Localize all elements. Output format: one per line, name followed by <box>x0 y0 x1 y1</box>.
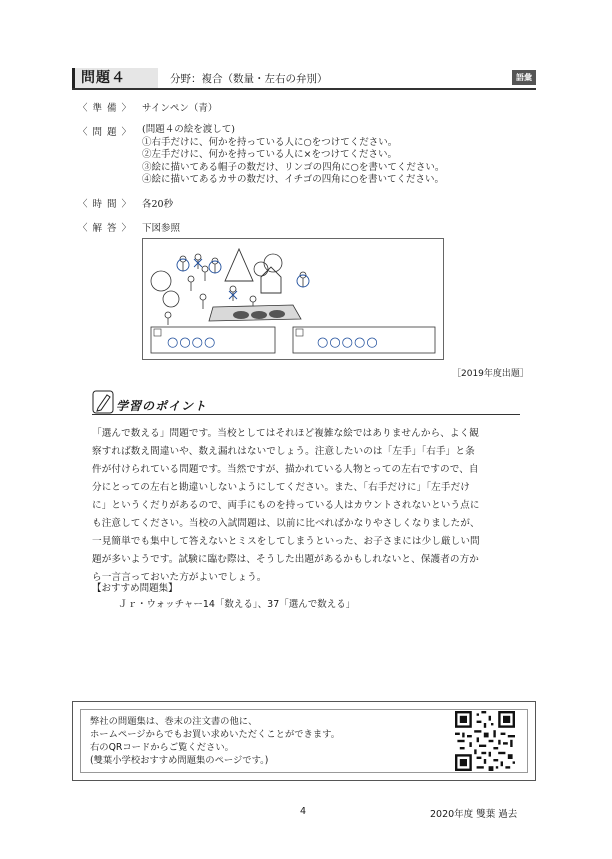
footer-line: (雙葉小学校おすすめ問題集のページです。) <box>90 755 269 766</box>
time-label: 〈 時 間 〉 <box>78 199 133 210</box>
problem-line: ③絵に描いてある帽子の数だけ、リンゴの四角に○を書いてください。 <box>142 161 445 173</box>
time-value: 各20秒 <box>142 199 174 210</box>
answer-value: 下図参照 <box>142 223 181 234</box>
learning-line: 一見簡単でも集中して答えないとミスをしてしまうといった、お子さまには少し厳しい問 <box>92 536 480 547</box>
prep-value: サインペン（青） <box>142 103 218 114</box>
recommended-heading: 【おすすめ問題集】 <box>92 583 178 594</box>
page-source: 2020年度 雙葉 過去 <box>430 809 518 820</box>
problem-line: (問題４の絵を渡して) <box>142 124 235 135</box>
footer-line: ホームページからでもお買い求めいただくことができます。 <box>90 729 340 740</box>
header-rule <box>72 88 536 90</box>
learning-line: 題が多いようです。試験に臨む際は、そうした出題があるかもしれないと、保護者の方か <box>92 554 479 565</box>
problem-title: 問題４ <box>72 68 158 89</box>
learning-line: ら一言言っておいた方がよいでしょう。 <box>92 572 267 583</box>
learning-point-rule <box>92 414 520 415</box>
answer-label: 〈 解 答 〉 <box>78 223 133 234</box>
problem-line: ②左手だけに、何かを持っている人に×をつけてください。 <box>142 149 397 160</box>
answer-marks-left: ○○○○ <box>167 335 217 350</box>
learning-line: 察すれば数え間違いや、数え漏れはないでしょう。注意したいのは「左手」「右手」と条 <box>92 446 475 457</box>
answer-marks-right: ○○○○○ <box>317 335 379 350</box>
learning-line: も注意してください。当校の入試問題は、以前に比べればかなりやさしくなりましたが、 <box>92 518 480 529</box>
qr-code-icon[interactable] <box>455 711 515 771</box>
learning-line: 分にとっての左右と勘違いしないようにしてください。また、「右手だけに」「左手だけ <box>92 482 470 493</box>
category-badge: 語彙 <box>512 70 536 85</box>
prep-label: 〈 準 備 〉 <box>78 103 133 114</box>
page-number: 4 <box>300 806 307 817</box>
year-tag: ［2019年度出題］ <box>452 369 529 379</box>
learning-line: に」というくだりがあるので、両手にものを持っている人はカウントされないという点に <box>92 500 480 511</box>
problem-label: 〈 問 題 〉 <box>78 127 133 138</box>
problem-line: ④絵に描いてあるカサの数だけ、イチゴの四角に○を書いてください。 <box>142 174 445 185</box>
answer-illustration <box>142 238 444 360</box>
problem-line: ①右手だけに、何かを持っている人に○をつけてください。 <box>142 136 398 148</box>
problem-field: 分野：複合（数量・左右の弁別） <box>170 73 328 85</box>
footer-line: 弊社の問題集は、巻末の注文書の他に、 <box>90 716 258 727</box>
learning-line: 「選んで数える」問題です。当校としてはそれほど複雑な絵ではありませんから、よく観 <box>92 428 479 439</box>
pencil-icon <box>92 390 114 414</box>
learning-point-title: 学習のポイント <box>116 399 208 413</box>
recommended-item: Ｊｒ・ウォッチャー14「数える」、37「選んで数える」 <box>118 599 356 610</box>
learning-line: 件が付けられている問題です。当然ですが、描かれている人物とっての左右ですので、自 <box>92 464 479 475</box>
footer-line: 右のQRコードからご覧ください。 <box>90 742 234 753</box>
